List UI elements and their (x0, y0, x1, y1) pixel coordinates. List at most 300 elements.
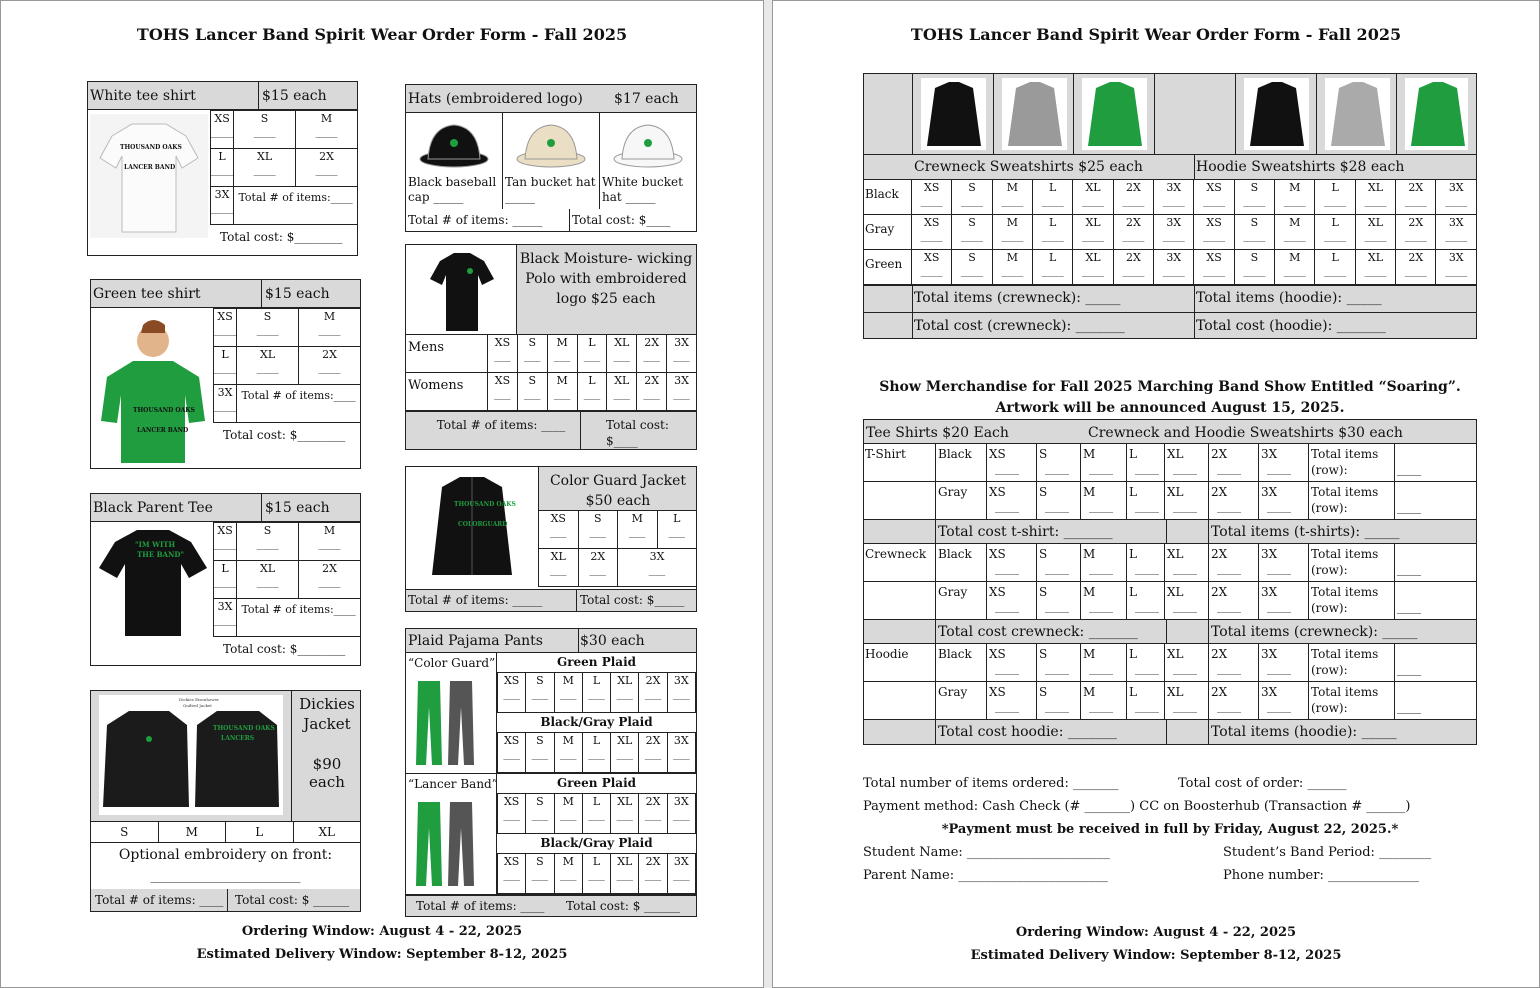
size-cell[interactable] (618, 549, 697, 587)
size-blank[interactable]: ____ (1089, 599, 1113, 613)
show-subtotal-items[interactable]: Total items (hoodie): _____ (1211, 724, 1397, 740)
show-size-cell[interactable] (1080, 644, 1126, 682)
size-blank[interactable]: ___ (644, 808, 662, 821)
size-blank[interactable]: ____ (1089, 499, 1113, 513)
size-blank[interactable]: ___ (583, 387, 601, 400)
size-blank[interactable]: ____ (1364, 229, 1387, 242)
size-blank[interactable]: ____ (1217, 599, 1241, 613)
size-cell[interactable] (667, 373, 697, 411)
show-size-cell[interactable] (1258, 444, 1308, 482)
size-blank[interactable]: ____ (1082, 229, 1105, 242)
size-blank[interactable]: ___ (673, 868, 690, 881)
size-blank[interactable]: ____ (318, 575, 341, 588)
size-cell[interactable] (577, 373, 607, 411)
show-size-cell[interactable] (1208, 444, 1258, 482)
size-blank[interactable]: ____ (1324, 264, 1347, 277)
size-blank[interactable]: ____ (1089, 699, 1113, 713)
size-blank[interactable]: ___ (531, 868, 549, 881)
show-size-cell[interactable] (1164, 682, 1208, 720)
size-cell[interactable] (1234, 180, 1274, 215)
size-blank[interactable]: ____ (256, 575, 279, 588)
size-cell[interactable] (578, 549, 618, 587)
student-name[interactable]: Student Name: ______________________ (863, 845, 1110, 860)
size-blank[interactable]: ____ (1162, 229, 1185, 242)
size-blank[interactable]: ___ (588, 808, 605, 821)
size-cell[interactable] (211, 187, 234, 225)
show-size-cell[interactable] (1126, 444, 1164, 482)
total-items-cell[interactable]: Total # of items:____ (237, 385, 361, 423)
show-total-row-blank[interactable]: ____ (1394, 582, 1476, 620)
size-cell[interactable] (1113, 215, 1153, 250)
show-total-row-blank[interactable]: ____ (1394, 644, 1476, 682)
size-cell[interactable] (214, 561, 237, 599)
pajama-total-cost[interactable]: Total cost: $ ______ (566, 899, 681, 913)
size-cell[interactable] (639, 854, 667, 894)
hat-option[interactable] (503, 113, 600, 209)
dickies-size-cell[interactable]: M (159, 822, 227, 842)
show-size-cell[interactable] (986, 644, 1036, 682)
size-cell[interactable] (498, 733, 526, 773)
size-cell[interactable] (1073, 180, 1113, 215)
size-blank[interactable]: ____ (995, 499, 1019, 513)
size-blank[interactable]: ___ (673, 387, 690, 400)
size-blank[interactable]: ____ (1267, 661, 1291, 675)
size-blank[interactable]: ___ (531, 747, 549, 760)
size-blank[interactable]: ___ (559, 868, 577, 881)
parent-name[interactable]: Parent Name: _______________________ (863, 868, 1108, 883)
dickies-size-cell[interactable]: S (91, 822, 159, 842)
size-blank[interactable]: ____ (1089, 661, 1113, 675)
size-cell[interactable] (1436, 180, 1477, 215)
size-cell[interactable] (214, 599, 237, 637)
size-cell[interactable] (211, 111, 234, 149)
hats-total-cost[interactable]: Total cost: $____ (572, 213, 671, 227)
dickies-size-cell[interactable]: L (226, 822, 294, 842)
size-cell[interactable] (214, 523, 237, 561)
show-subtotal-items[interactable]: Total items (crewneck): _____ (1211, 624, 1418, 640)
size-cell[interactable] (577, 335, 607, 373)
size-blank[interactable]: ____ (1082, 264, 1105, 277)
size-blank[interactable]: ____ (995, 661, 1019, 675)
size-cell[interactable] (639, 794, 667, 834)
size-cell[interactable] (554, 794, 582, 834)
size-blank[interactable]: ____ (1243, 194, 1266, 207)
size-blank[interactable]: ____ (961, 229, 984, 242)
dickies-size-cell[interactable]: XL (318, 825, 335, 839)
size-cell[interactable] (547, 335, 577, 373)
size-cell[interactable] (498, 794, 526, 834)
total-number-ordered[interactable]: Total number of items ordered: _______ (863, 776, 1119, 791)
size-blank[interactable]: ___ (613, 387, 631, 400)
size-blank[interactable]: ___ (673, 687, 690, 700)
size-blank[interactable]: ___ (673, 808, 690, 821)
size-blank[interactable]: ____ (1045, 699, 1069, 713)
size-blank[interactable]: ____ (1135, 461, 1159, 475)
size-blank[interactable]: ____ (1082, 194, 1105, 207)
size-cell[interactable] (237, 523, 299, 561)
size-cell[interactable] (1315, 250, 1355, 285)
size-cell[interactable] (912, 180, 952, 215)
size-cell[interactable] (1355, 180, 1395, 215)
size-blank[interactable]: ____ (995, 561, 1019, 575)
size-blank[interactable]: ____ (1135, 661, 1159, 675)
size-blank[interactable]: ____ (1243, 229, 1266, 242)
crewneck-total-cost[interactable]: Total cost (crewneck): _______ (914, 318, 1125, 334)
total-items-cell[interactable]: Total # of items:____ (234, 187, 358, 225)
size-blank[interactable]: ____ (920, 264, 943, 277)
payment-method[interactable]: Payment method: Cash Check (# _______) CC on Boosterhub (Transaction # ______) (863, 799, 1411, 814)
show-size-cell[interactable] (1126, 544, 1164, 582)
size-blank[interactable]: ____ (253, 163, 276, 176)
size-cell[interactable] (498, 854, 526, 894)
size-cell[interactable] (547, 373, 577, 411)
show-size-cell[interactable] (1258, 482, 1308, 520)
size-blank[interactable]: ____ (1404, 229, 1427, 242)
size-cell[interactable] (526, 854, 554, 894)
show-total-row-blank[interactable]: ____ (1394, 682, 1476, 720)
show-size-cell[interactable] (986, 682, 1036, 720)
polo-total-cost[interactable]: Total cost: $____ (606, 418, 669, 448)
size-blank[interactable]: ___ (503, 747, 520, 760)
show-size-cell[interactable] (1126, 582, 1164, 620)
hat-option[interactable] (600, 113, 696, 209)
black-tee-total-cost[interactable]: Total cost: $________ (223, 642, 346, 656)
show-size-cell[interactable] (1126, 682, 1164, 720)
size-blank[interactable]: ____ (1089, 461, 1113, 475)
show-size-cell[interactable] (1080, 582, 1126, 620)
size-blank[interactable]: ____ (214, 537, 237, 550)
size-blank[interactable]: ___ (559, 808, 577, 821)
size-cell[interactable] (611, 794, 639, 834)
size-cell[interactable] (296, 149, 358, 187)
size-cell[interactable] (607, 335, 637, 373)
size-blank[interactable]: ____ (961, 194, 984, 207)
size-blank[interactable]: ___ (616, 808, 634, 821)
size-cell[interactable] (1396, 180, 1436, 215)
show-size-cell[interactable] (1126, 644, 1164, 682)
size-cell[interactable] (214, 347, 237, 385)
jacket-total-items[interactable]: Total # of items: _____ (408, 593, 543, 607)
size-cell[interactable] (517, 335, 547, 373)
size-cell[interactable] (1033, 180, 1073, 215)
size-cell[interactable] (667, 854, 695, 894)
show-size-cell[interactable] (986, 444, 1036, 482)
size-blank[interactable]: ____ (995, 699, 1019, 713)
size-blank[interactable]: ____ (1162, 264, 1185, 277)
show-size-cell[interactable] (1258, 544, 1308, 582)
size-cell[interactable] (1396, 215, 1436, 250)
size-blank[interactable]: ____ (1267, 699, 1291, 713)
size-cell[interactable] (639, 733, 667, 773)
hats-total-items[interactable]: Total # of items: _____ (408, 213, 543, 227)
size-blank[interactable]: ___ (629, 525, 646, 538)
size-blank[interactable]: ____ (1135, 699, 1159, 713)
show-size-cell[interactable] (1258, 644, 1308, 682)
hoodie-total-items[interactable]: Total items (hoodie): _____ (1196, 290, 1382, 306)
size-blank[interactable]: ____ (211, 163, 234, 176)
size-cell[interactable] (582, 673, 610, 713)
size-blank[interactable]: ____ (256, 361, 279, 374)
hoodie-total-cost[interactable]: Total cost (hoodie): _______ (1196, 318, 1386, 334)
size-blank[interactable]: ___ (673, 349, 690, 362)
band-period[interactable]: Student’s Band Period: ________ (1223, 845, 1432, 860)
size-cell[interactable] (554, 673, 582, 713)
size-cell[interactable] (657, 511, 697, 549)
size-blank[interactable]: ____ (1404, 264, 1427, 277)
size-blank[interactable]: ____ (1445, 264, 1468, 277)
show-size-cell[interactable] (1208, 544, 1258, 582)
size-blank[interactable]: ___ (524, 387, 541, 400)
size-blank[interactable]: ____ (1045, 461, 1069, 475)
size-blank[interactable]: ____ (1324, 194, 1347, 207)
size-cell[interactable] (1033, 250, 1073, 285)
size-cell[interactable] (488, 335, 518, 373)
size-blank[interactable]: ___ (550, 563, 567, 576)
size-blank[interactable]: ____ (1243, 264, 1266, 277)
size-cell[interactable] (952, 250, 992, 285)
jacket-total-cost[interactable]: Total cost: $_____ (580, 593, 685, 607)
size-blank[interactable]: ____ (1173, 499, 1197, 513)
show-size-cell[interactable] (1036, 582, 1080, 620)
size-cell[interactable] (582, 854, 610, 894)
show-size-cell[interactable] (986, 582, 1036, 620)
show-size-cell[interactable] (1164, 544, 1208, 582)
size-blank[interactable]: ____ (1045, 661, 1069, 675)
size-cell[interactable] (578, 511, 618, 549)
size-cell[interactable] (582, 794, 610, 834)
show-size-cell[interactable] (1036, 444, 1080, 482)
size-blank[interactable]: ____ (1217, 699, 1241, 713)
size-blank[interactable]: ___ (616, 868, 634, 881)
size-blank[interactable]: ____ (214, 323, 237, 336)
show-size-cell[interactable] (1208, 482, 1258, 520)
size-blank[interactable]: ____ (920, 194, 943, 207)
show-size-cell[interactable] (986, 482, 1036, 520)
show-size-cell[interactable] (1036, 482, 1080, 520)
size-blank[interactable]: ____ (214, 575, 237, 588)
size-blank[interactable]: ____ (1041, 229, 1064, 242)
size-blank[interactable]: ____ (961, 264, 984, 277)
size-blank[interactable]: ___ (553, 387, 571, 400)
show-size-cell[interactable] (1258, 682, 1308, 720)
show-size-cell[interactable] (1080, 482, 1126, 520)
size-blank[interactable]: ____ (1001, 194, 1024, 207)
size-blank[interactable]: ____ (1267, 461, 1291, 475)
size-blank[interactable]: ___ (553, 349, 571, 362)
size-blank[interactable]: ____ (1203, 229, 1226, 242)
show-total-row-blank[interactable]: ____ (1394, 544, 1476, 582)
size-blank[interactable]: ____ (211, 125, 234, 138)
size-blank[interactable]: ___ (644, 868, 662, 881)
size-cell[interactable] (1234, 250, 1274, 285)
crewneck-total-items[interactable]: Total items (crewneck): _____ (914, 290, 1121, 306)
size-blank[interactable]: ____ (920, 229, 943, 242)
size-blank[interactable]: ____ (1173, 599, 1197, 613)
size-blank[interactable]: ___ (583, 349, 601, 362)
size-blank[interactable]: ___ (588, 687, 605, 700)
size-blank[interactable]: ___ (559, 747, 577, 760)
show-size-cell[interactable] (1164, 444, 1208, 482)
size-cell[interactable] (952, 215, 992, 250)
size-blank[interactable]: ___ (550, 525, 567, 538)
size-cell[interactable] (526, 794, 554, 834)
size-blank[interactable]: ____ (1404, 194, 1427, 207)
size-blank[interactable]: ___ (589, 563, 606, 576)
size-blank[interactable]: ____ (1445, 194, 1468, 207)
size-cell[interactable] (1194, 250, 1234, 285)
size-cell[interactable] (639, 673, 667, 713)
size-blank[interactable]: ____ (1001, 229, 1024, 242)
size-cell[interactable] (912, 250, 952, 285)
size-blank[interactable]: ____ (995, 461, 1019, 475)
size-blank[interactable]: ___ (644, 687, 662, 700)
size-cell[interactable] (1113, 250, 1153, 285)
size-blank[interactable]: ____ (1045, 499, 1069, 513)
show-size-cell[interactable] (1036, 682, 1080, 720)
size-blank[interactable]: ____ (1364, 264, 1387, 277)
size-blank[interactable]: ____ (1135, 499, 1159, 513)
size-cell[interactable] (299, 347, 361, 385)
show-subtotal-cost[interactable]: Total cost hoodie: _______ (938, 724, 1117, 740)
size-blank[interactable]: ____ (214, 361, 237, 374)
show-size-cell[interactable] (1126, 482, 1164, 520)
size-blank[interactable]: ____ (1364, 194, 1387, 207)
size-blank[interactable]: ____ (315, 163, 338, 176)
show-size-cell[interactable] (1164, 482, 1208, 520)
size-blank[interactable]: ___ (494, 349, 511, 362)
size-cell[interactable] (299, 561, 361, 599)
size-cell[interactable] (992, 215, 1032, 250)
show-size-cell[interactable] (1080, 682, 1126, 720)
size-cell[interactable] (517, 373, 547, 411)
size-cell[interactable] (611, 854, 639, 894)
size-cell[interactable] (607, 373, 637, 411)
show-size-cell[interactable] (1080, 544, 1126, 582)
dickies-total-cost[interactable]: Total cost: $ ______ (235, 893, 350, 907)
size-cell[interactable] (1154, 180, 1194, 215)
size-blank[interactable]: ____ (1173, 699, 1197, 713)
size-cell[interactable] (296, 111, 358, 149)
show-size-cell[interactable] (1080, 444, 1126, 482)
size-blank[interactable]: ____ (1283, 229, 1306, 242)
size-cell[interactable] (1033, 215, 1073, 250)
size-cell[interactable] (1154, 250, 1194, 285)
size-cell[interactable] (488, 373, 518, 411)
size-cell[interactable] (1355, 215, 1395, 250)
show-size-cell[interactable] (1036, 644, 1080, 682)
size-cell[interactable] (1113, 180, 1153, 215)
size-cell[interactable] (637, 373, 667, 411)
size-cell[interactable] (912, 215, 952, 250)
size-blank[interactable]: ____ (1324, 229, 1347, 242)
size-blank[interactable]: ____ (1445, 229, 1468, 242)
size-cell[interactable] (952, 180, 992, 215)
size-cell[interactable] (1275, 250, 1315, 285)
size-cell[interactable] (234, 149, 296, 187)
size-blank[interactable]: ____ (1173, 461, 1197, 475)
size-cell[interactable] (582, 733, 610, 773)
size-blank[interactable]: ____ (214, 399, 237, 412)
size-cell[interactable] (299, 309, 361, 347)
size-cell[interactable] (237, 347, 299, 385)
size-cell[interactable] (992, 180, 1032, 215)
size-blank[interactable]: ___ (616, 747, 634, 760)
size-blank[interactable]: ____ (1217, 661, 1241, 675)
size-cell[interactable] (498, 673, 526, 713)
size-cell[interactable] (526, 733, 554, 773)
size-blank[interactable]: ____ (1283, 194, 1306, 207)
size-cell[interactable] (299, 523, 361, 561)
show-subtotal-cost[interactable]: Total cost t-shirt: _______ (938, 524, 1113, 540)
size-blank[interactable]: ___ (648, 563, 666, 576)
size-cell[interactable] (992, 250, 1032, 285)
size-cell[interactable] (618, 511, 658, 549)
show-total-row-blank[interactable]: ____ (1394, 444, 1476, 482)
show-subtotal-items[interactable]: Total items (t-shirts): _____ (1211, 524, 1400, 540)
show-total-row-blank[interactable]: ____ (1394, 482, 1476, 520)
total-items-cell[interactable]: Total # of items:____ (237, 599, 361, 637)
size-cell[interactable] (1275, 215, 1315, 250)
size-blank[interactable]: ____ (1203, 264, 1226, 277)
size-blank[interactable]: ____ (318, 361, 341, 374)
size-cell[interactable] (1315, 215, 1355, 250)
show-size-cell[interactable] (1208, 582, 1258, 620)
show-size-cell[interactable] (1208, 682, 1258, 720)
size-cell[interactable] (214, 309, 237, 347)
size-blank[interactable]: ____ (1203, 194, 1226, 207)
show-size-cell[interactable] (1036, 544, 1080, 582)
size-blank[interactable]: ___ (559, 687, 577, 700)
size-blank[interactable]: ____ (256, 537, 279, 550)
size-blank[interactable]: ____ (1041, 194, 1064, 207)
size-cell[interactable] (1315, 180, 1355, 215)
size-cell[interactable] (611, 673, 639, 713)
total-cost-order[interactable]: Total cost of order: ______ (1178, 776, 1347, 791)
size-blank[interactable]: ____ (1162, 194, 1185, 207)
size-blank[interactable]: ____ (1135, 561, 1159, 575)
size-blank[interactable]: ____ (1089, 561, 1113, 575)
size-blank[interactable]: ____ (1217, 499, 1241, 513)
size-blank[interactable]: ___ (531, 808, 549, 821)
size-blank[interactable]: ___ (503, 808, 520, 821)
dickies-embroidery-input[interactable]: _________________________ (150, 869, 301, 883)
size-cell[interactable] (667, 733, 695, 773)
green-tee-total-cost[interactable]: Total cost: $________ (223, 428, 346, 442)
show-size-cell[interactable] (1258, 582, 1308, 620)
size-blank[interactable]: ____ (1122, 194, 1145, 207)
size-blank[interactable]: ____ (1045, 561, 1069, 575)
size-cell[interactable] (237, 561, 299, 599)
size-blank[interactable]: ____ (1173, 561, 1197, 575)
dickies-total-items[interactable]: Total # of items: ____ (95, 893, 224, 907)
size-cell[interactable] (214, 385, 237, 423)
size-blank[interactable]: ____ (1283, 264, 1306, 277)
size-cell[interactable] (1355, 250, 1395, 285)
show-size-cell[interactable] (986, 544, 1036, 582)
size-cell[interactable] (637, 335, 667, 373)
size-cell[interactable] (1436, 215, 1477, 250)
size-blank[interactable]: ___ (503, 868, 520, 881)
size-cell[interactable] (1234, 215, 1274, 250)
size-cell[interactable] (667, 673, 695, 713)
size-blank[interactable]: ____ (1267, 561, 1291, 575)
size-blank[interactable]: ___ (613, 349, 631, 362)
size-blank[interactable]: ____ (1122, 229, 1145, 242)
phone-number[interactable]: Phone number: ______________ (1223, 868, 1419, 883)
show-subtotal-cost[interactable]: Total cost crewneck: _______ (938, 624, 1138, 640)
size-cell[interactable] (667, 335, 697, 373)
size-blank[interactable]: ___ (588, 868, 605, 881)
